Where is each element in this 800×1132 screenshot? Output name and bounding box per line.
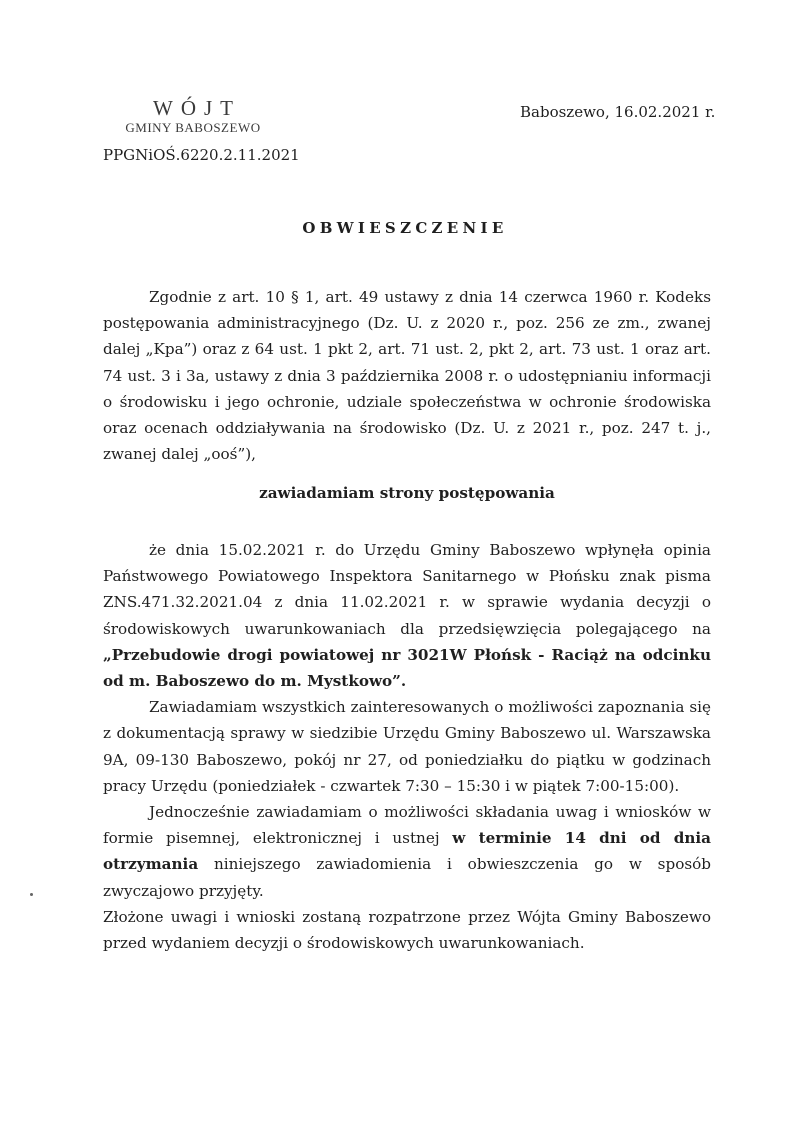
legal-basis-paragraph xyxy=(103,284,711,467)
place-and-date: Baboszewo, 16.02.2021 r. xyxy=(520,103,716,121)
scan-dot xyxy=(30,893,33,896)
stamp-title: WÓJT xyxy=(153,96,241,120)
project-name: „Przebudowie drogi powiatowej nr 3021W Płońsk - Raciąż na odcinku od m. Baboszewo do m. Mystkowo”. xyxy=(103,645,711,691)
deadline-text: w terminie 14 dni od dnia otrzymania xyxy=(103,829,711,874)
notice-body xyxy=(103,537,711,956)
stamp-subtitle: GMINY BABOSZEWO xyxy=(125,120,261,135)
documentation-paragraph: Zawiadamiam wszystkich zainteresowanych o możliwości zapoznania się z dokumentacją sprawy w siedzibie Urzędu Gminy Baboszewo ul. Warszawska 9A, 09-130 Baboszewo, pokój nr 27, od poniedziałku do piątku w godzinach pracy Urzędu (poniedziałek - czwartek 7:30 – 15:30 i w piątek 7:00-15:00). xyxy=(103,698,711,795)
document-title: OBWIESZCZENIE xyxy=(302,219,508,237)
review-paragraph: Złożone uwagi i wnioski zostaną rozpatrzone przez Wójta Gminy Baboszewo przed wydaniem decyzji o środowiskowych uwarunkowaniach. xyxy=(103,907,711,953)
comments-text-before: Jednocześnie zawiadamiam o możliwości składania uwag i wniosków w formie pisemnej, elektronicznej i ustnej xyxy=(103,803,711,848)
comments-paragraph xyxy=(103,799,711,904)
comments-text-after: niniejszego zawiadomienia i obwieszczenia go w sposób zwyczajowo przyjęty. xyxy=(103,855,711,900)
inform-heading: zawiadamiam strony postępowania xyxy=(259,484,555,502)
office-stamp xyxy=(108,96,278,136)
opinion-text: że dnia 15.02.2021 r. do Urzędu Gminy Baboszewo wpłynęła opinia Państwowego Powiatowego Inspektora Sanitarnego w Płońsku znak pisma ZNS.471.32.2021.04 z dnia 11.02.2021 r. w sprawie wydania decyzji o środowiskowych uwarunkowaniach dla przedsięwzięcia polegającego na xyxy=(103,541,711,638)
legal-basis-text: Zgodnie z art. 10 § 1, art. 49 ustawy z dnia 14 czerwca 1960 r. Kodeks postępowania administracyjnego (Dz. U. z 2020 r., poz. 256 ze zm., zwanej dalej „Kpa”) oraz z 64 ust. 1 pkt 2, art. 71 ust. 2, pkt 2, art. 73 ust. 1 oraz art. 74 ust. 3 i 3a, ustawy z dnia 3 października 2008 r. o udostępnianiu informacji o środowisku i jego ochronie, udziale społeczeństwa w ochronie środowiska oraz ocenach oddziaływania na środowisko (Dz. U. z 2021 r., poz. 247 t. j., zwanej dalej „ooś”), xyxy=(103,288,711,464)
case-signature: PPGNiOŚ.6220.2.11.2021 xyxy=(103,146,300,164)
opinion-paragraph xyxy=(103,537,711,694)
